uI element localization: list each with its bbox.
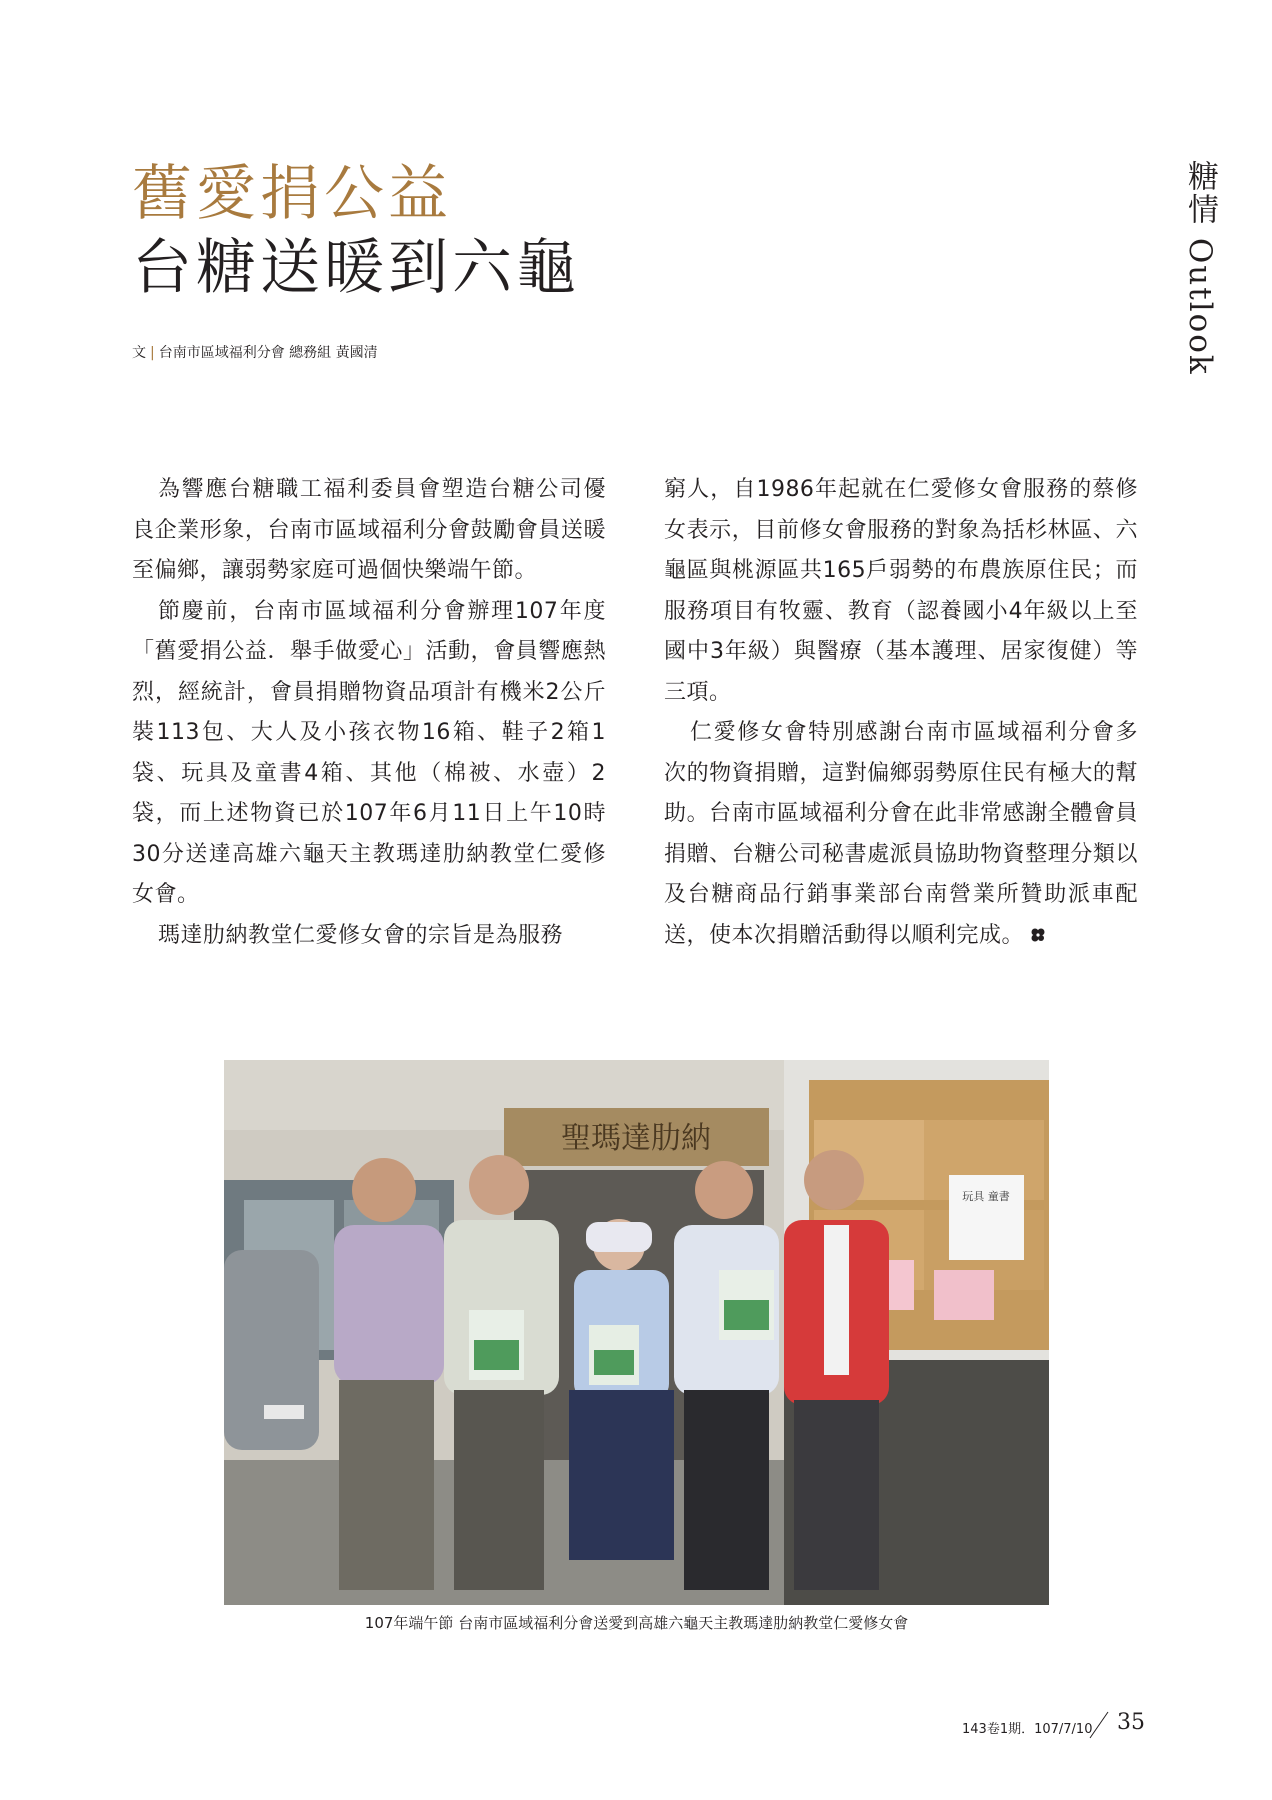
person-4: [674, 1161, 779, 1590]
paragraph: 窮人，自1986年起就在仁愛修女會服務的蔡修女表示，目前修女會服務的對象為括杉林區、六龜區與桃源區共165戶弱勢的布農族原住民；而服務項目有牧靈、教育（認養國小4年級以上至國中3年級）與醫療（基本護理、居家復健）等三項。: [664, 477, 1138, 705]
paragraph-text: 仁愛修女會特別感謝台南市區域福利分會多次的物資捐贈，這對偏鄉弱勢原住民有極大的幫助。台南市區域福利分會在此非常感謝全體會員捐贈、台糖公司秘書處派員協助物資整理分類以及台糖商品行銷事業部台南營業所贊助派車配送，使本次捐贈活動得以順利完成。: [664, 720, 1138, 948]
photo-illustration: [224, 1060, 1049, 1605]
article-title-line2: 台糖送暖到六龜: [132, 233, 580, 303]
paragraph: 為響應台糖職工福利委員會塑造台糖公司優良企業形象，台南市區域福利分會鼓勵會員送暖至偏鄉，讓弱勢家庭可過個快樂端午節。: [132, 477, 606, 583]
box-label-text: 玩具 童書: [962, 1190, 1010, 1203]
folio-slash-icon: [1088, 1710, 1110, 1740]
paragraph: 節慶前，台南市區域福利分會辦理107年度「舊愛捐公益．舉手做愛心」活動，會員響應熱烈，經統計，會員捐贈物資品項計有機米2公斤裝113包、大人及小孩衣物16箱、鞋子2箱1袋、玩具及童書4箱、其他（棉被、水壺）2袋，而上述物資已於107年6月11日上午10時30分送達高雄六龜天主教瑪達肋納教堂仁愛修女會。: [132, 598, 606, 907]
article-column-left: [132, 470, 606, 956]
byline: [132, 342, 378, 362]
end-mark-icon: [1030, 927, 1046, 943]
section-label: 糖情 Outlook: [1182, 160, 1218, 376]
photo-caption: 107年端午節 台南市區域福利分會送愛到高雄六龜天主教瑪達肋納教堂仁愛修女會: [364, 1614, 909, 1632]
article-column-right: [664, 470, 1138, 956]
byline-separator: |: [150, 345, 155, 361]
paragraph: 瑪達肋納教堂仁愛修女會的宗旨是為服務: [158, 922, 564, 948]
paragraph-final: [664, 713, 1138, 956]
issue-info: 143卷1期．107/7/10: [962, 1722, 1093, 1737]
byline-author: 台南市區域福利分會 總務組 黃國清: [158, 345, 378, 361]
byline-prefix: 文: [132, 345, 146, 361]
article-title-line1: 舊愛捐公益: [132, 159, 452, 229]
event-photo: [224, 1060, 1049, 1605]
page-number: 35: [1117, 1710, 1145, 1735]
person-2: [444, 1155, 559, 1590]
building-sign-text: 聖瑪達肋納: [561, 1121, 711, 1156]
